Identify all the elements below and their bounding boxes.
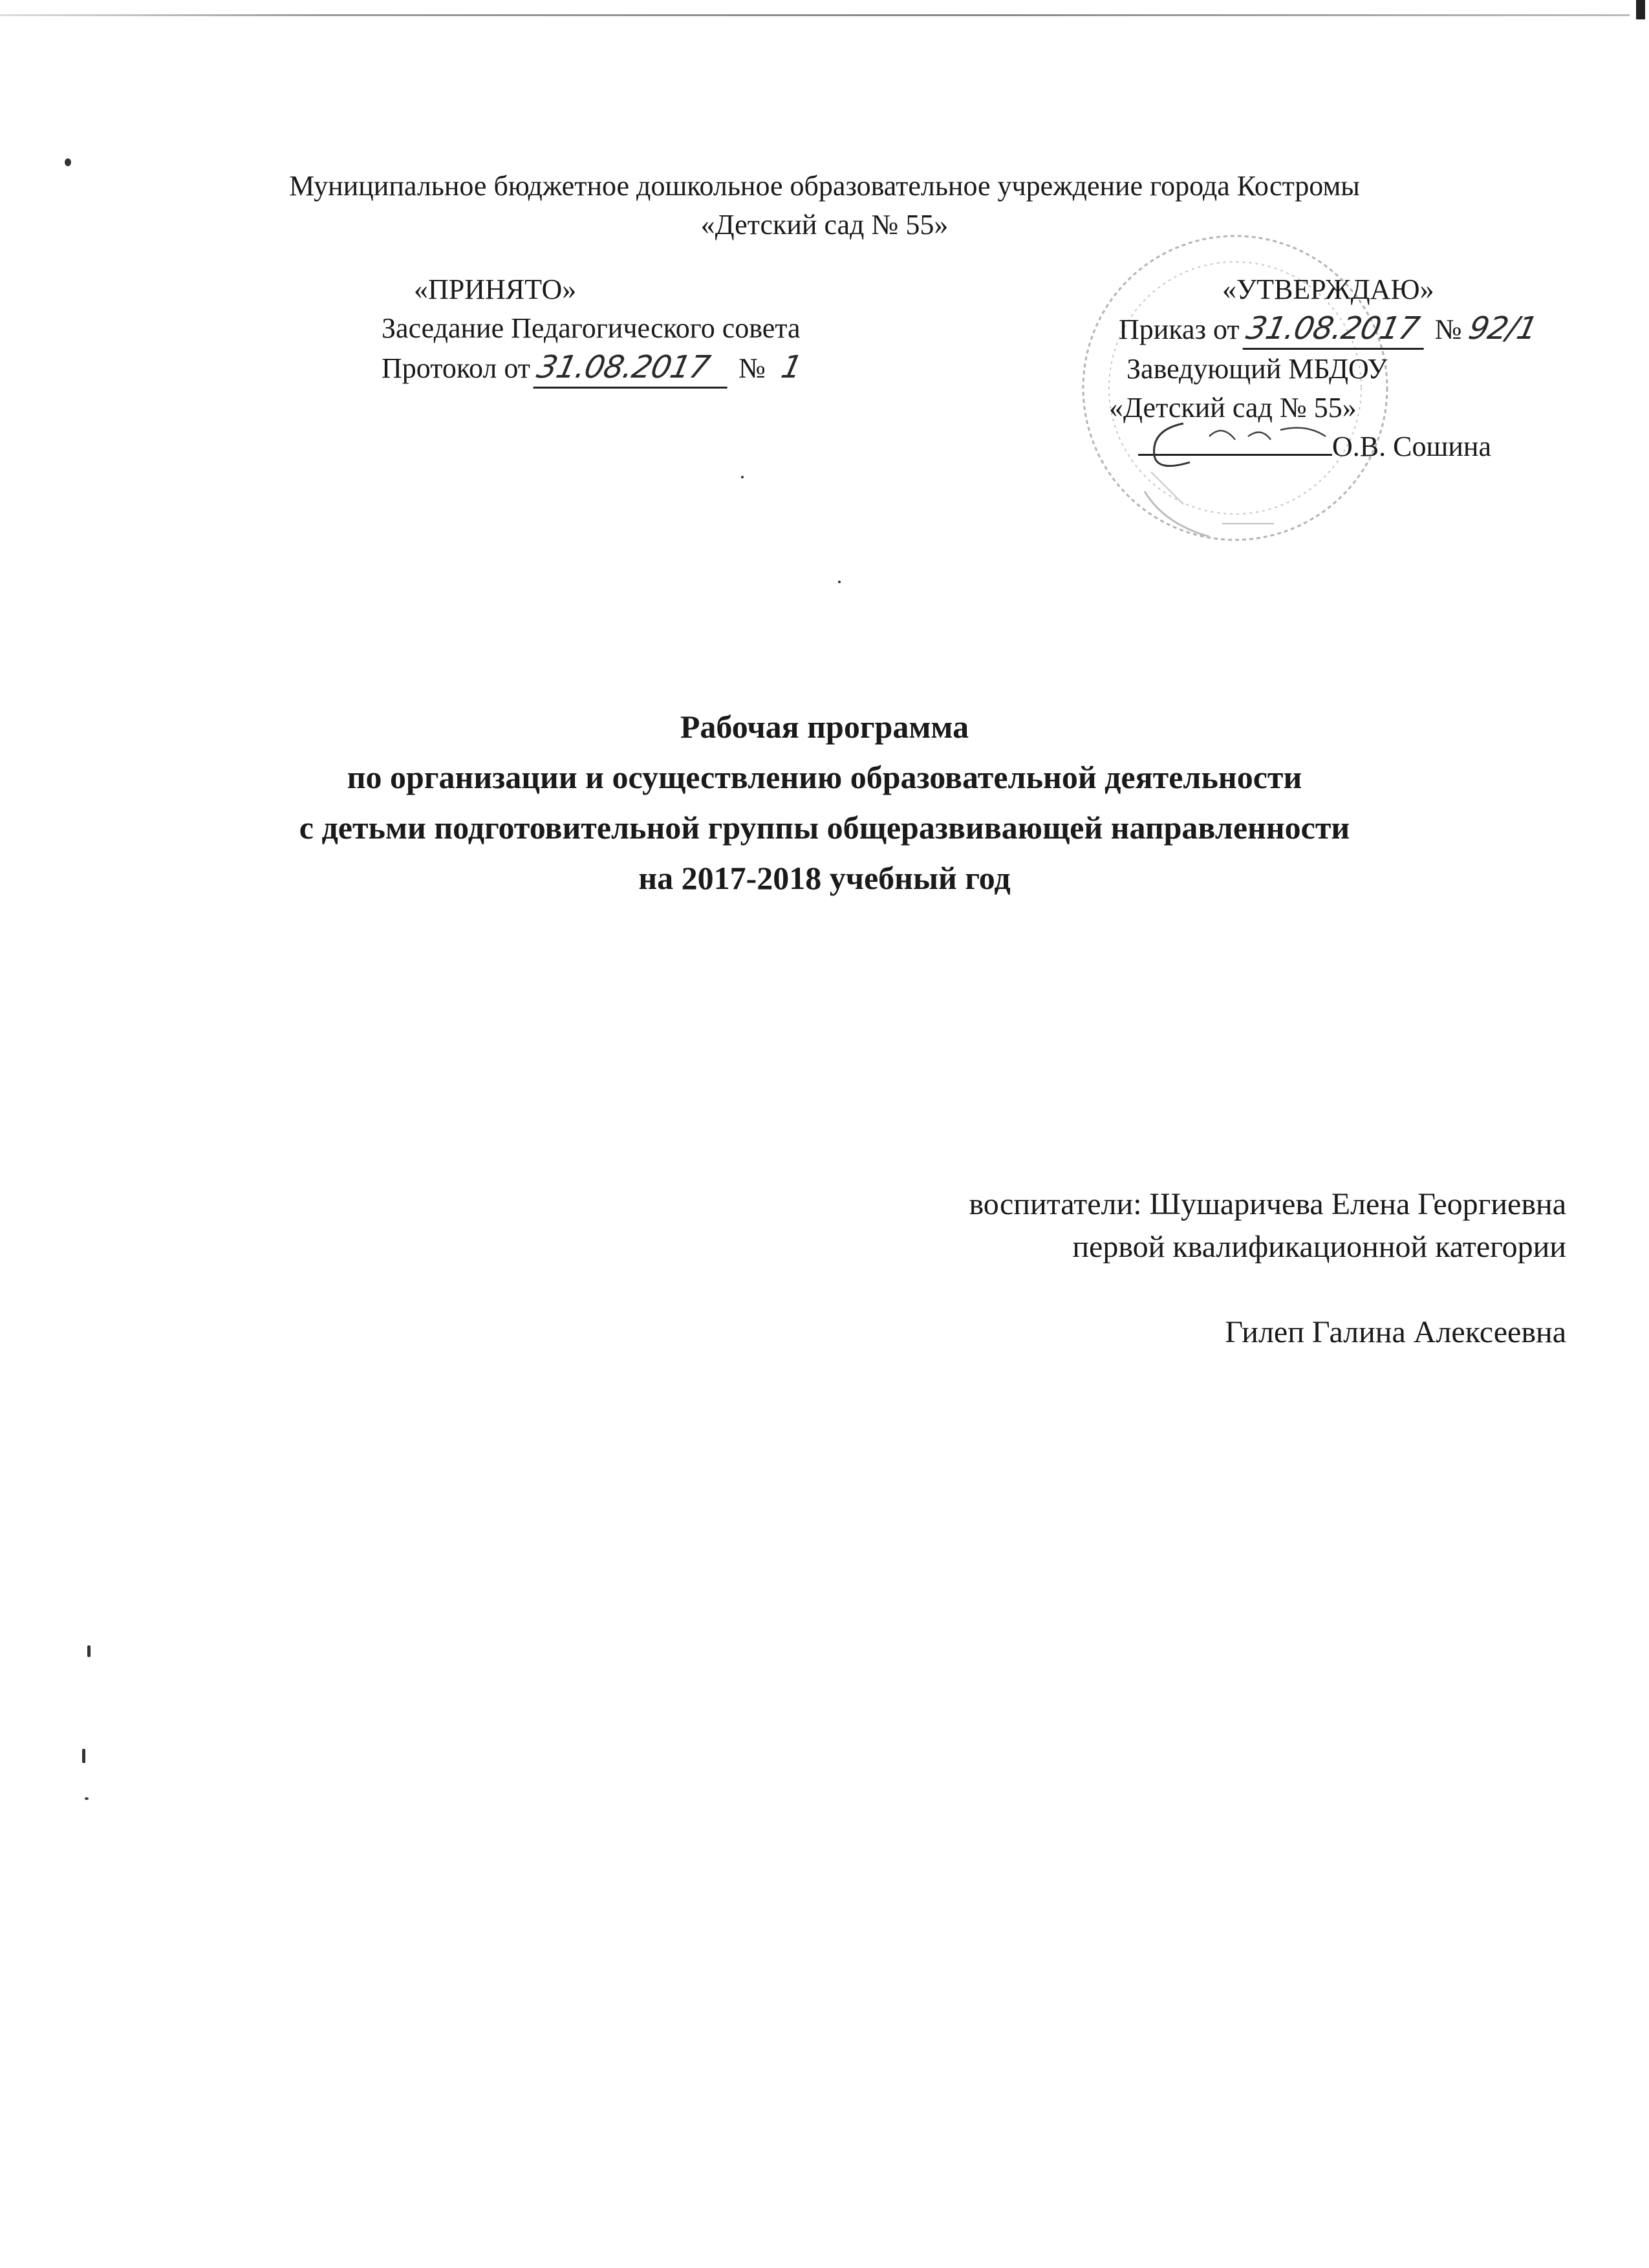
accepted-heading: «ПРИНЯТО» bbox=[414, 273, 577, 305]
title-line-1: Рабочая программа bbox=[680, 709, 969, 745]
order-line bbox=[1119, 309, 1540, 350]
order-date-handwritten: 31.08.2017 bbox=[1242, 309, 1432, 350]
scan-speck bbox=[87, 1645, 91, 1657]
scan-speck bbox=[85, 1797, 89, 1800]
order-number-sign: № bbox=[1434, 314, 1462, 345]
author-2: Гилеп Галина Алексеевна bbox=[1225, 1315, 1566, 1349]
accepted-block bbox=[382, 270, 805, 389]
approved-heading: «УТВЕРЖДАЮ» bbox=[1222, 273, 1434, 305]
kindergarten-name: «Детский сад № 55» bbox=[700, 209, 949, 241]
scan-corner-mark bbox=[1636, 0, 1645, 19]
council-meeting-line: Заседание Педагогического совета bbox=[382, 312, 801, 344]
institution-name: «Детский сад № 55» bbox=[1109, 392, 1357, 423]
scan-top-border bbox=[0, 14, 1630, 16]
author-1-category: первой квалификационной категории bbox=[1072, 1230, 1566, 1264]
title-line-2: по организации и осуществлению образовательной деятельности bbox=[347, 759, 1302, 795]
scan-speck bbox=[838, 581, 841, 583]
protocol-number-sign: № bbox=[738, 352, 766, 384]
scan-speck bbox=[65, 158, 71, 166]
title-line-4: на 2017-2018 учебный год bbox=[638, 860, 1011, 896]
authors-block bbox=[969, 1183, 1566, 1354]
author-1: воспитатели: Шушаричева Елена Георгиевна bbox=[969, 1187, 1566, 1221]
signatory-name: О.В. Сошина bbox=[1332, 431, 1491, 462]
program-title bbox=[0, 701, 1649, 903]
organization-name: Муниципальное бюджетное дошкольное образовательное учреждение города Костромы bbox=[289, 170, 1360, 202]
protocol-date-handwritten: 31.08.2017 bbox=[533, 348, 735, 389]
handwritten-signature bbox=[1138, 411, 1345, 482]
protocol-number-handwritten: 1 bbox=[778, 349, 805, 385]
order-prefix: Приказ от bbox=[1119, 314, 1240, 345]
title-line-3: с детьми подготовительной группы общеразвивающей направленности bbox=[299, 809, 1350, 846]
scan-speck bbox=[741, 476, 744, 478]
order-number-handwritten: 92/1 bbox=[1465, 310, 1540, 347]
scan-speck bbox=[82, 1749, 85, 1763]
head-position: Заведующий МБДОУ bbox=[1126, 353, 1388, 385]
protocol-line bbox=[382, 348, 805, 389]
protocol-prefix: Протокол от bbox=[382, 352, 531, 384]
